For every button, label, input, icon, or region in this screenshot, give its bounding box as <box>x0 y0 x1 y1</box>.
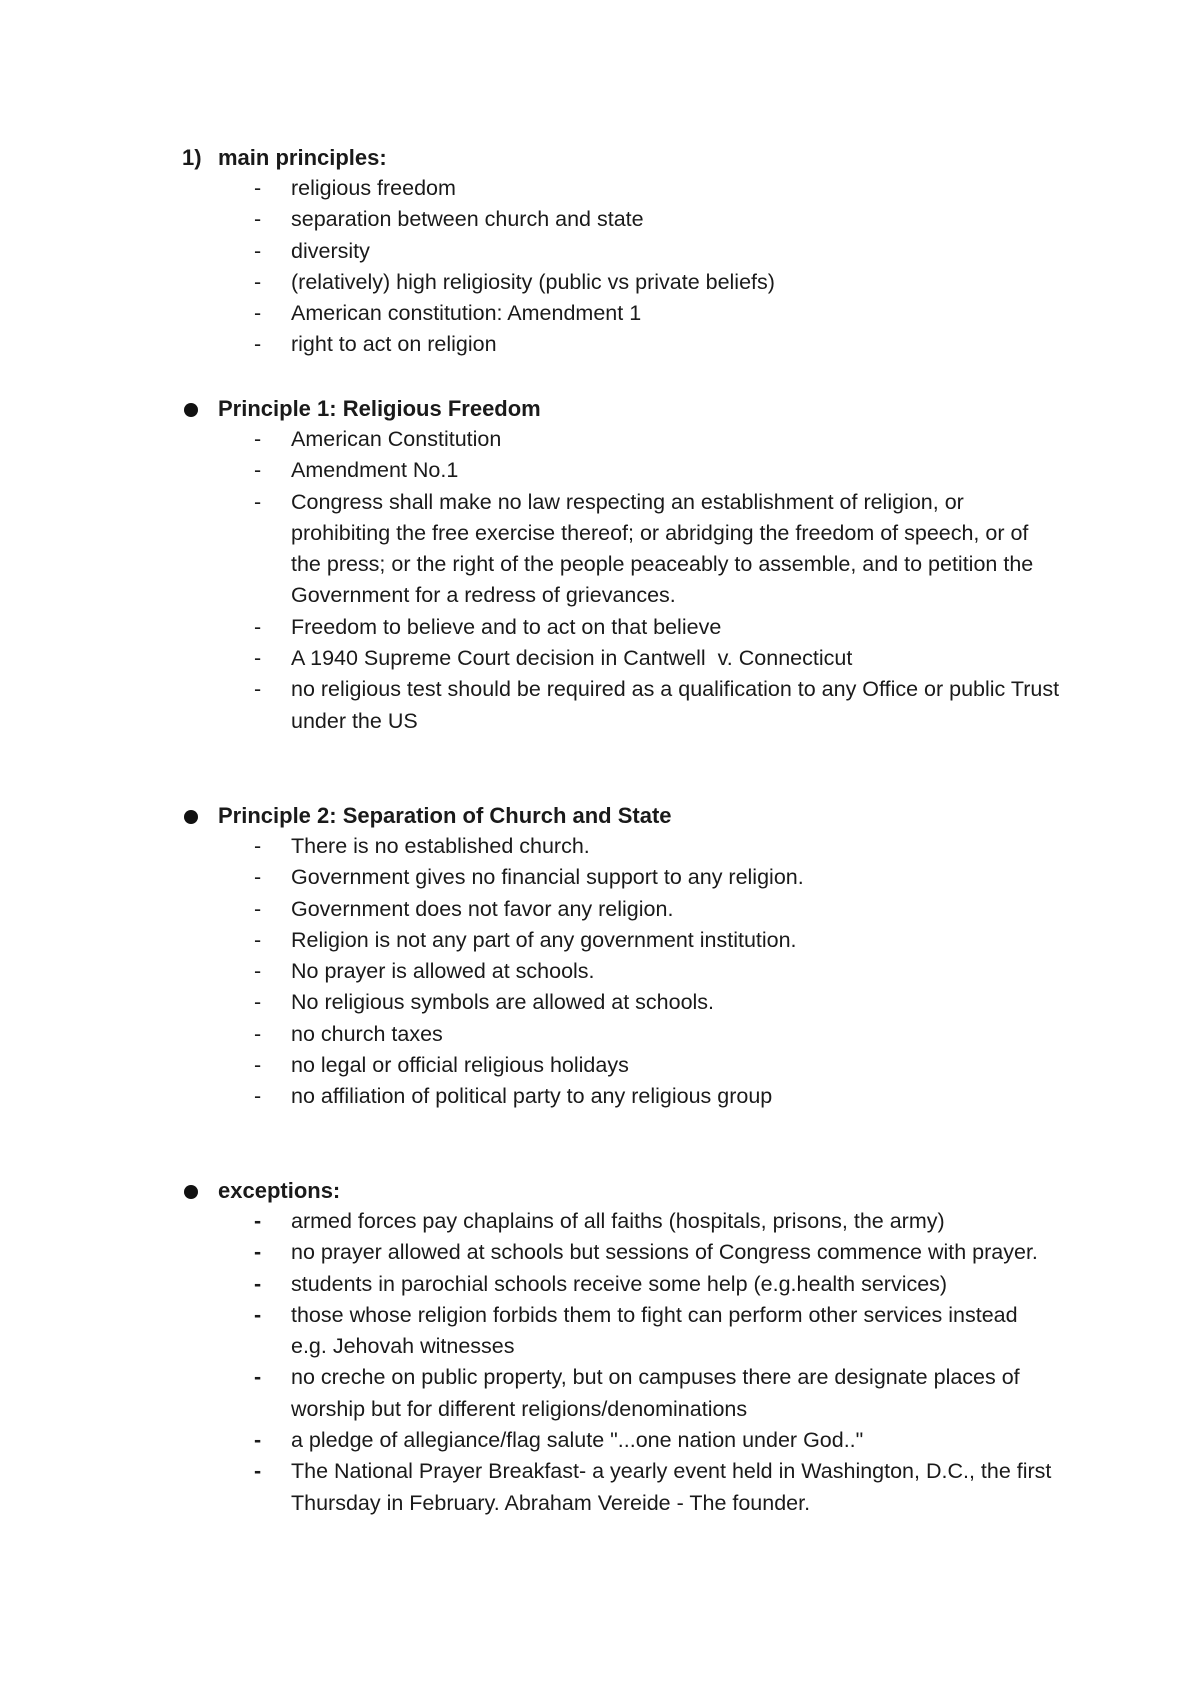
list-item: - No prayer is allowed at schools. <box>0 956 1200 987</box>
dash-icon: - <box>254 207 262 232</box>
dash-icon: - <box>254 176 262 200</box>
dash-icon: - <box>254 614 262 639</box>
list-item: - no creche on public property, but on campuses there are designate places of worship but for different religions/denominations <box>0 1362 1200 1425</box>
bullet-icon <box>184 403 198 417</box>
dash-icon: - <box>254 1021 262 1046</box>
dash-icon: - <box>254 677 262 702</box>
list-item: - a pledge of allegiance/flag salute "...one nation under God.." <box>0 1425 1200 1456</box>
dash-icon: - <box>254 301 262 326</box>
section-heading <box>0 800 1200 831</box>
section-main-principles <box>0 142 1200 361</box>
heading-text: Principle 1: Religious Freedom <box>218 396 541 421</box>
section-exceptions <box>0 1175 1200 1519</box>
dash-icon: - <box>254 646 262 671</box>
dash-icon: - <box>254 1084 262 1109</box>
dash-icon: - <box>254 1428 262 1453</box>
section-heading <box>0 142 1200 173</box>
section-heading <box>0 393 1200 424</box>
list-item: - (relatively) high religiosity (public vs private beliefs) <box>0 267 1200 298</box>
dash-icon: - <box>254 990 262 1015</box>
dash-icon: - <box>254 896 262 921</box>
heading-text: Principle 2: Separation of Church and State <box>218 803 672 828</box>
dash-icon: - <box>254 332 262 357</box>
list-item: - Freedom to believe and to act on that believe <box>0 612 1200 643</box>
item-list <box>0 1206 1200 1519</box>
list-item: - American Constitution <box>0 424 1200 455</box>
section-principle-2 <box>0 800 1200 1113</box>
section-principle-1 <box>0 393 1200 737</box>
dash-icon: - <box>254 927 262 952</box>
dash-icon: - <box>254 1459 262 1484</box>
list-item: - A 1940 Supreme Court decision in Cantwell v. Connecticut <box>0 643 1200 674</box>
list-item: - religious freedom <box>0 173 1200 204</box>
item-list <box>0 831 1200 1113</box>
list-item: - There is no established church. <box>0 831 1200 862</box>
list-item: - No religious symbols are allowed at schools. <box>0 987 1200 1018</box>
dash-icon: - <box>254 458 262 483</box>
dash-icon: - <box>254 834 262 858</box>
bullet-icon <box>184 810 198 824</box>
list-item: - students in parochial schools receive some help (e.g.health services) <box>0 1269 1200 1300</box>
dash-icon: - <box>254 1240 262 1265</box>
list-item: - no prayer allowed at schools but sessions of Congress commence with prayer. <box>0 1237 1200 1268</box>
list-item: - Congress shall make no law respecting an establishment of religion, or prohibiting the free exercise thereof; or abridging the freedom of speech, or of the press; or the right of the people peaceably to assemble, and to petition the Government for a redress of grievances. <box>0 487 1200 612</box>
heading-text: exceptions: <box>218 1178 341 1203</box>
bullet-icon <box>184 1185 198 1199</box>
section-heading <box>0 1175 1200 1206</box>
item-list <box>0 173 1200 361</box>
list-item: - armed forces pay chaplains of all faiths (hospitals, prisons, the army) <box>0 1206 1200 1237</box>
dash-icon: - <box>254 1302 262 1327</box>
heading-text: main principles: <box>218 145 387 170</box>
list-item: - those whose religion forbids them to fight can perform other services instead e.g. Jehovah witnesses <box>0 1300 1200 1363</box>
dash-icon: - <box>254 959 262 984</box>
list-item: - no church taxes <box>0 1019 1200 1050</box>
list-item: - no religious test should be required as a qualification to any Office or public Trust under the US <box>0 674 1200 737</box>
dash-icon: - <box>254 865 262 890</box>
list-item: - American constitution: Amendment 1 <box>0 298 1200 329</box>
list-item: - no affiliation of political party to any religious group <box>0 1081 1200 1112</box>
dash-icon: - <box>254 1053 262 1078</box>
dash-icon: - <box>254 489 262 514</box>
list-item: - Government gives no financial support to any religion. <box>0 862 1200 893</box>
list-item: - no legal or official religious holidays <box>0 1050 1200 1081</box>
list-item: - Religion is not any part of any government institution. <box>0 925 1200 956</box>
dash-icon: - <box>254 238 262 263</box>
item-list <box>0 424 1200 737</box>
list-item: - right to act on religion <box>0 329 1200 360</box>
list-item: - The National Prayer Breakfast- a yearly event held in Washington, D.C., the first Thursday in February. Abraham Vereide - The founder. <box>0 1456 1200 1519</box>
list-item: - Amendment No.1 <box>0 455 1200 486</box>
dash-icon: - <box>254 1365 262 1390</box>
list-item: - separation between church and state <box>0 204 1200 235</box>
dash-icon: - <box>254 1271 262 1296</box>
list-item: - Government does not favor any religion. <box>0 894 1200 925</box>
list-number: 1) <box>182 145 202 170</box>
dash-icon: - <box>254 1209 262 1233</box>
list-item: - diversity <box>0 236 1200 267</box>
dash-icon: - <box>254 427 262 451</box>
dash-icon: - <box>254 269 262 294</box>
